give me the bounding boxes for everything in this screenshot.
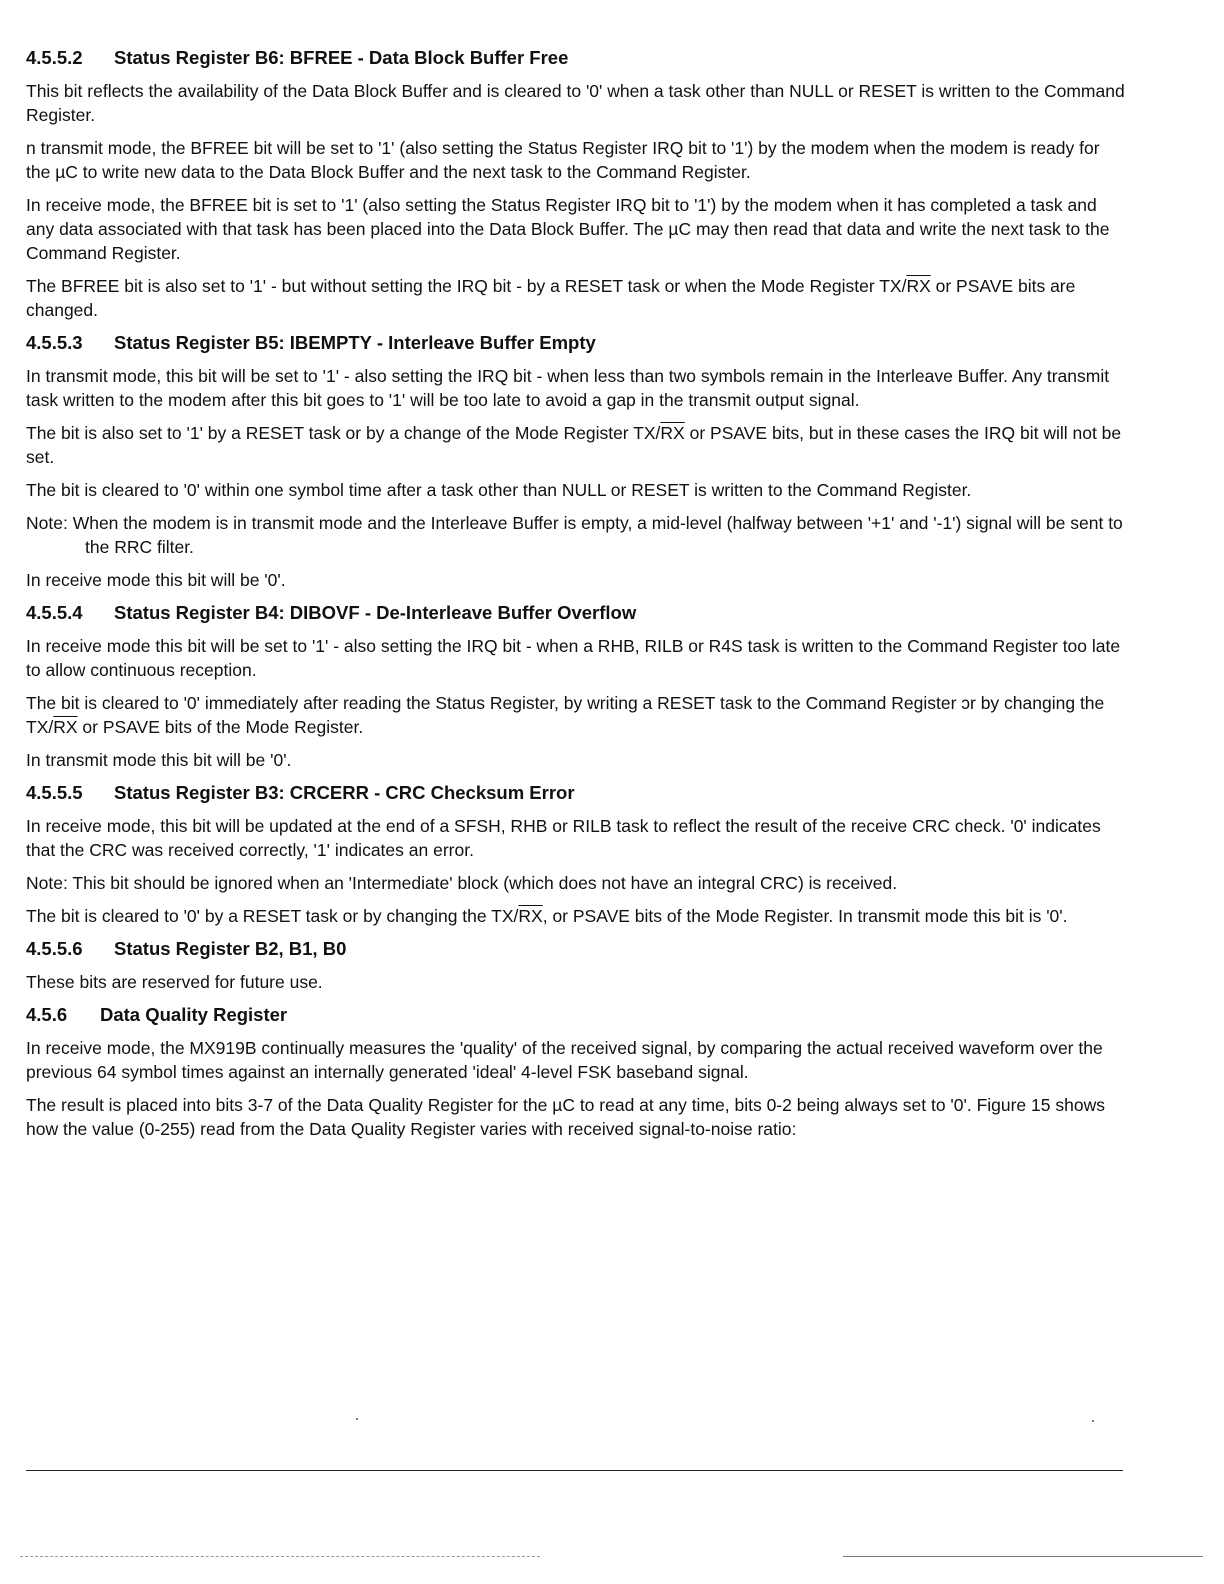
section-title: Status Register B4: DIBOVF - De-Interleave Buffer Overflow [114,602,637,623]
scan-artifact-line [20,1556,540,1557]
overlined-signal: $\overline{RX}$ [53,717,78,737]
section-title: Status Register B2, B1, B0 [114,938,347,959]
scan-speck [356,1418,358,1420]
section-heading-4556 [26,937,1126,961]
paragraph [26,274,1126,322]
overlined-signal: $\overline{RX}$ [906,276,931,296]
paragraph: In transmit mode, this bit will be set to '1' - also setting the IRQ bit - when less than two symbols remain in the Interleave Buffer. Any transmit task written to the modem after this bit goes to '1' will be too late to avoid a gap in the transmit output signal. [26,366,1110,410]
section-heading-4552 [26,46,1126,70]
text-run: or PSAVE bits are changed. [26,276,1076,320]
section-title: Status Register B6: BFREE - Data Block Buffer Free [114,47,569,68]
section-heading-4554 [26,601,1126,625]
document-page [26,46,1126,1150]
note: Note: When the modem is in transmit mode and the Interleave Buffer is empty, a mid-level (halfway between '+1' and '-1') signal will be sent to the RRC filter. [26,513,1123,557]
text-run: The bit is also set to '1' by a RESET task or by a change of the Mode Register TX/ [26,423,661,443]
text-run: or PSAVE bits of the Mode Register. [77,717,364,737]
text-run: , or PSAVE bits of the Mode Register. In transmit mode this bit is '0'. [542,906,1068,926]
section-number: 4.5.5.6 [26,938,83,959]
paragraph [26,421,1126,469]
text-run: The BFREE bit is also set to '1' - but without setting the IRQ bit - by a RESET task or when the Mode Register TX/ [26,276,907,296]
section-number: 4.5.5.4 [26,602,83,623]
section-number: 4.5.5.2 [26,47,83,68]
paragraph: This bit reflects the availability of the Data Block Buffer and is cleared to '0' when a task other than NULL or RESET is written to the Command Register. [26,81,1125,125]
paragraph: In receive mode, the BFREE bit is set to '1' (also setting the Status Register IRQ bit to '1') by the modem when it has completed a task and any data associated with that task has been placed into the Data Block Buffer. The µC may then read that data and write the next task to the Command Register. [26,195,1110,263]
section-heading-4555 [26,781,1126,805]
paragraph: In receive mode, this bit will be updated at the end of a SFSH, RHB or RILB task to reflect the result of the receive CRC check. '0' indicates that the CRC was received correctly, '1' indicates an error. [26,816,1101,860]
section-number: 4.5.5.3 [26,332,83,353]
paragraph [26,691,1126,739]
section-number: 4.5.6 [26,1004,68,1025]
section-title: Data Quality Register [100,1004,288,1025]
footer-rule [26,1470,1123,1471]
paragraph: The bit is cleared to '0' within one symbol time after a task other than NULL or RESET is written to the Command Register. [26,480,972,500]
section-heading-456 [26,1003,1126,1027]
section-heading-4553 [26,331,1126,355]
paragraph: In receive mode this bit will be '0'. [26,570,286,590]
text-run: The bit is cleared to '0' immediately after reading the Status Register, by writing a RESET task to the Command Register ɔr by changing the TX/ [26,693,1105,737]
paragraph: The result is placed into bits 3-7 of the Data Quality Register for the µC to read at any time, bits 0-2 being always set to '0'. Figure 15 shows how the value (0-255) read from the Data Quality Register varies with received signal-to-noise ratio: [26,1095,1105,1139]
note: Note: This bit should be ignored when an 'Intermediate' block (which does not have an integral CRC) is received. [26,873,898,893]
paragraph: In receive mode this bit will be set to '1' - also setting the IRQ bit - when a RHB, RILB or R4S task is written to the Command Register too late to allow continuous reception. [26,636,1121,680]
paragraph: In receive mode, the MX919B continually measures the 'quality' of the received signal, by comparing the actual received waveform over the previous 64 symbol times against an internally generated 'ideal' 4-level FSK baseband signal. [26,1038,1103,1082]
section-title: Status Register B5: IBEMPTY - Interleave Buffer Empty [114,332,596,353]
scan-speck [1092,1420,1094,1422]
paragraph: n transmit mode, the BFREE bit will be set to '1' (also setting the Status Register IRQ bit to '1') by the modem when the modem is ready for the µC to write new data to the Data Block Buffer and the next task to the Command Register. [26,138,1100,182]
paragraph: In transmit mode this bit will be '0'. [26,750,292,770]
overlined-signal: $\overline{RX}$ [518,906,543,926]
section-number: 4.5.5.5 [26,782,83,803]
paragraph: These bits are reserved for future use. [26,972,323,992]
section-title: Status Register B3: CRCERR - CRC Checksum Error [114,782,575,803]
overlined-signal: $\overline{RX}$ [660,423,685,443]
paragraph [26,904,1126,928]
text-run: or PSAVE bits, but in these cases the IRQ bit will not be set. [26,423,1122,467]
scan-artifact-line [843,1556,1203,1557]
text-run: The bit is cleared to '0' by a RESET task or by changing the TX/ [26,906,519,926]
